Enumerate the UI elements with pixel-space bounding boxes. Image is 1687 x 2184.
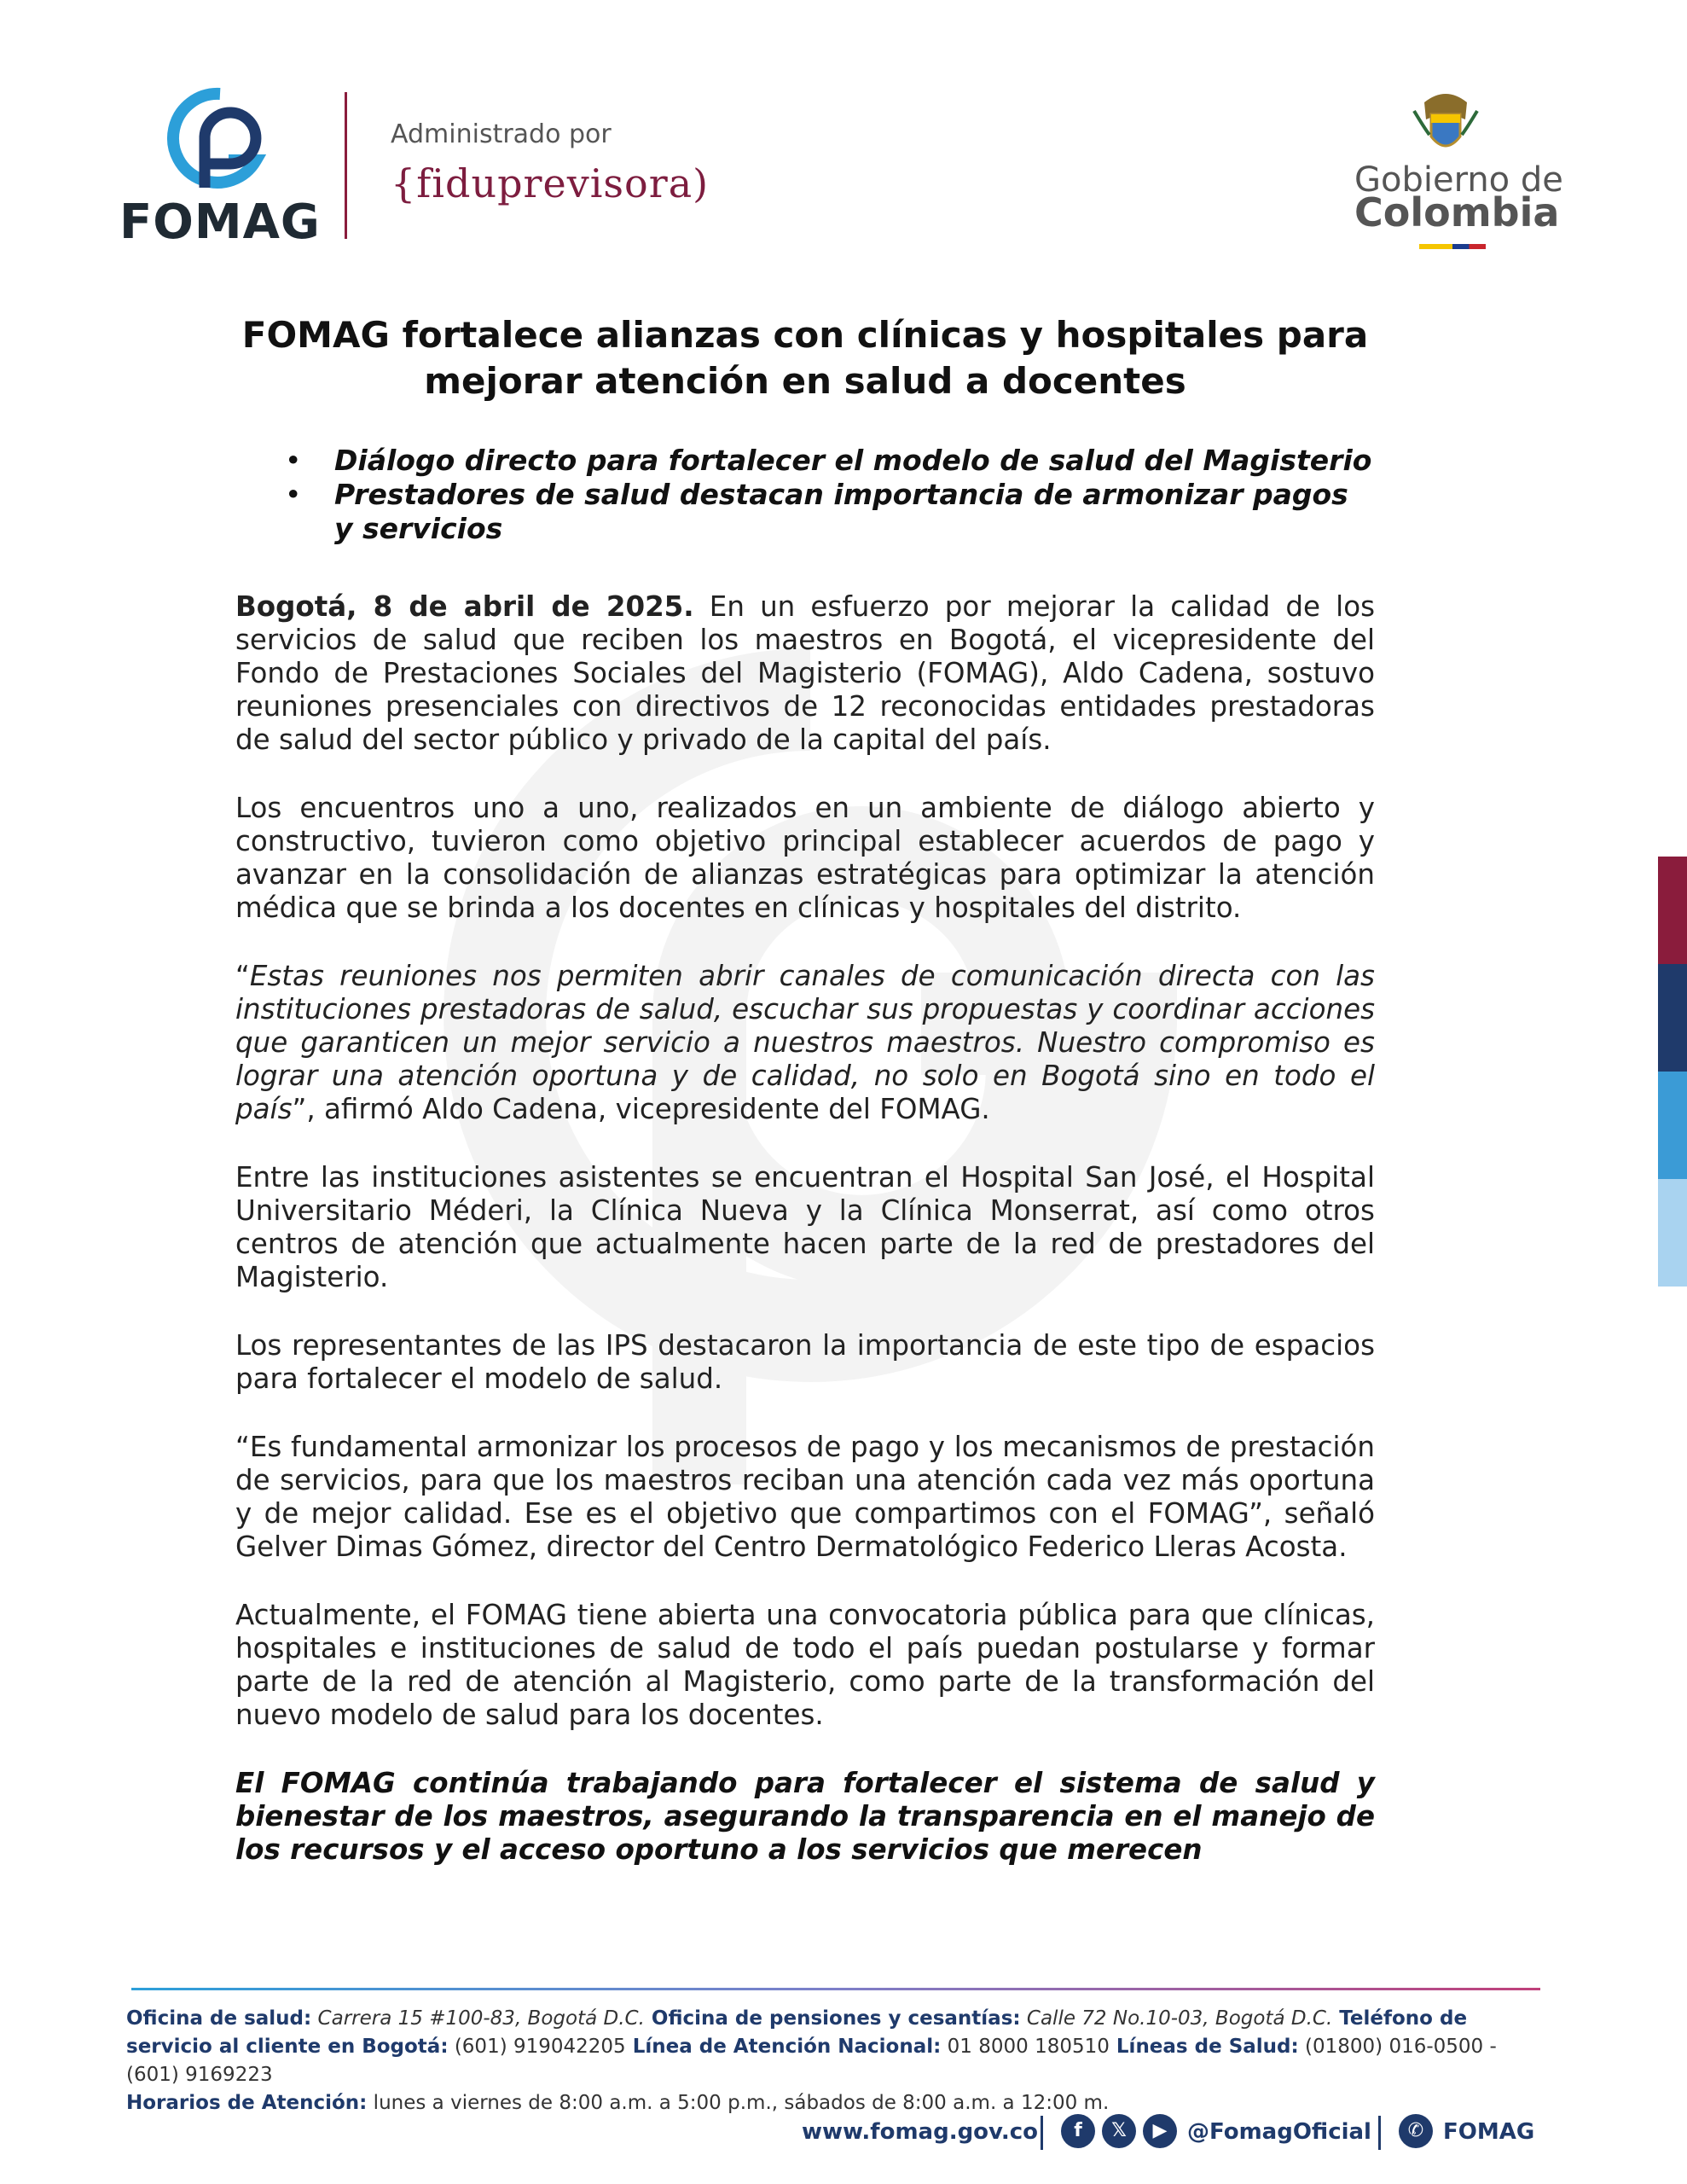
gobierno-logo-line1: Gobierno de xyxy=(1354,160,1563,200)
footer-contact xyxy=(126,2005,1551,2117)
highlight-item: • Diálogo directo para fortalecer el modelo de salud del Magisterio xyxy=(334,444,1375,478)
footer-value: 01 8000 180510 xyxy=(941,2036,1110,2058)
quote-cadena: Estas reuniones nos permiten abrir canales de comunicación directa con las instituciones prestadoras de salud, escuchar sus propuestas y coordinar acciones que garanticen un mejor servicio a nuestros maestros. Nuestro compromiso es lograr una atención oportuna y de calidad, no solo en Bogotá sino en todo el país xyxy=(235,960,1375,1125)
footer-label: Oficina de pensiones y cesantías: xyxy=(644,2007,1021,2030)
footer-value: (01800) 016-0500 - (601) 9169223 xyxy=(126,2036,1497,2086)
footer-value: (601) 919042205 xyxy=(448,2036,626,2058)
paragraph-2: Los encuentros uno a uno, realizados en un ambiente de diálogo abierto y constructivo, tuvieron como objetivo principal establecer acuerdos de pago y avanzar en la consolidación de alianzas estratégicas para optimizar la atención médica que se brinda a los docentes en clínicas y hospitales del distrito. xyxy=(235,792,1375,924)
logo-divider xyxy=(345,92,347,239)
colombia-crest-icon xyxy=(1407,85,1484,162)
highlights-list xyxy=(235,444,1375,546)
closing-statement: El FOMAG continúa trabajando para fortalecer el sistema de salud y bienestar de los maestros, asegurando la transparencia en el manejo de los recursos y el acceso oportuno a los servicios que merecen xyxy=(235,1767,1375,1866)
social-divider xyxy=(1041,2116,1043,2150)
whatsapp-icon[interactable]: ✆ xyxy=(1399,2114,1433,2148)
social-handle[interactable]: @FomagOficial xyxy=(1187,2119,1371,2145)
administrado-por-label: Administrado por xyxy=(391,119,612,149)
side-bar-lightblue xyxy=(1658,1179,1687,1287)
social-divider xyxy=(1378,2116,1381,2150)
facebook-icon[interactable]: f xyxy=(1061,2114,1095,2148)
footer-label: Líneas de Salud: xyxy=(1109,2036,1299,2058)
fomag-logo-text: FOMAG xyxy=(119,195,321,250)
whatsapp-name[interactable]: FOMAG xyxy=(1443,2119,1535,2145)
intro-text: En un esfuerzo por mejorar la calidad de los servicios de salud que reciben los maestros en Bogotá, el vicepresidente del Fondo de Prestaciones Sociales del Magisterio (FOMAG), Aldo Cadena, sostuvo reuniones presenciales con directivos de 12 reconocidas entidades prestadoras de salud del sector público y privado de la capital del país. xyxy=(235,590,1376,756)
dateline: Bogotá, 8 de abril de 2025. xyxy=(235,590,694,623)
paragraph-4: Entre las instituciones asistentes se encuentran el Hospital San José, el Hospital Universitario Méderi, la Clínica Nueva y la Clínica Monserrat, así como otros centros de atención que actualmente hacen parte de la red de prestadores del Magisterio. xyxy=(235,1161,1375,1293)
quote-attribution: ”, afirmó Aldo Cadena, vicepresidente del FOMAG. xyxy=(292,1093,990,1125)
side-bar-navy xyxy=(1658,964,1687,1072)
footer-social-bar xyxy=(802,2114,1552,2157)
side-bar-wine xyxy=(1658,857,1687,964)
paragraph-intro xyxy=(235,590,1375,757)
article-title: FOMAG fortalece alianzas con clínicas y hospitales para mejorar atención en salud a docentes xyxy=(241,314,1369,402)
press-release xyxy=(235,312,1375,1867)
paragraph-quote-dimas: “Es fundamental armonizar los procesos de pago y los mecanismos de prestación de servicios, para que los maestros reciban una atención cada vez más oportuna y de mejor calidad. Ese es el objetivo que compartimos con el FOMAG”, señaló Gelver Dimas Gómez, director del Centro Dermatológico Federico Lleras Acosta. xyxy=(235,1431,1375,1563)
website-link[interactable]: www.fomag.gov.co xyxy=(802,2119,1039,2145)
footer-value: lunes a viernes de 8:00 a.m. a 5:00 p.m., sábados de 8:00 a.m. a 12:00 m. xyxy=(367,2092,1110,2114)
gobierno-logo-line2: Colombia xyxy=(1354,189,1560,235)
footer-label: Línea de Atención Nacional: xyxy=(625,2036,942,2058)
side-bar-blue xyxy=(1658,1072,1687,1179)
footer-divider xyxy=(131,1988,1540,1990)
paragraph-7: Actualmente, el FOMAG tiene abierta una convocatoria pública para que clínicas, hospitales e instituciones de salud de todo el país puedan postularse y formar parte de la red de atención al Magisterio, como parte de la transformación del nuevo modelo de salud para los docentes. xyxy=(235,1599,1375,1731)
x-twitter-icon[interactable]: 𝕏 xyxy=(1102,2114,1136,2148)
side-color-bars xyxy=(1658,857,1687,1287)
highlight-item: • Prestadores de salud destacan importancia de armonizar pagos y servicios xyxy=(334,478,1375,546)
footer-value: Carrera 15 #100-83, Bogotá D.C. xyxy=(311,2007,645,2030)
footer-label: Horarios de Atención: xyxy=(126,2092,368,2114)
colombia-flag-bar xyxy=(1419,244,1486,249)
youtube-icon[interactable]: ▶ xyxy=(1143,2114,1177,2148)
fiduprevisora-logo: {fiduprevisora) xyxy=(391,160,710,206)
footer-value: Calle 72 No.10-03, Bogotá D.C. xyxy=(1020,2007,1333,2030)
quote-open-mark: “ xyxy=(235,960,250,992)
footer-label: Oficina de salud: xyxy=(126,2007,312,2030)
paragraph-quote-cadena xyxy=(235,960,1375,1126)
footer-label: Teléfono de servicio al cliente en Bogotá: xyxy=(126,2007,1468,2058)
letterhead xyxy=(119,85,1569,273)
paragraph-5: Los representantes de las IPS destacaron la importancia de este tipo de espacios para fortalecer el modelo de salud. xyxy=(235,1329,1375,1395)
